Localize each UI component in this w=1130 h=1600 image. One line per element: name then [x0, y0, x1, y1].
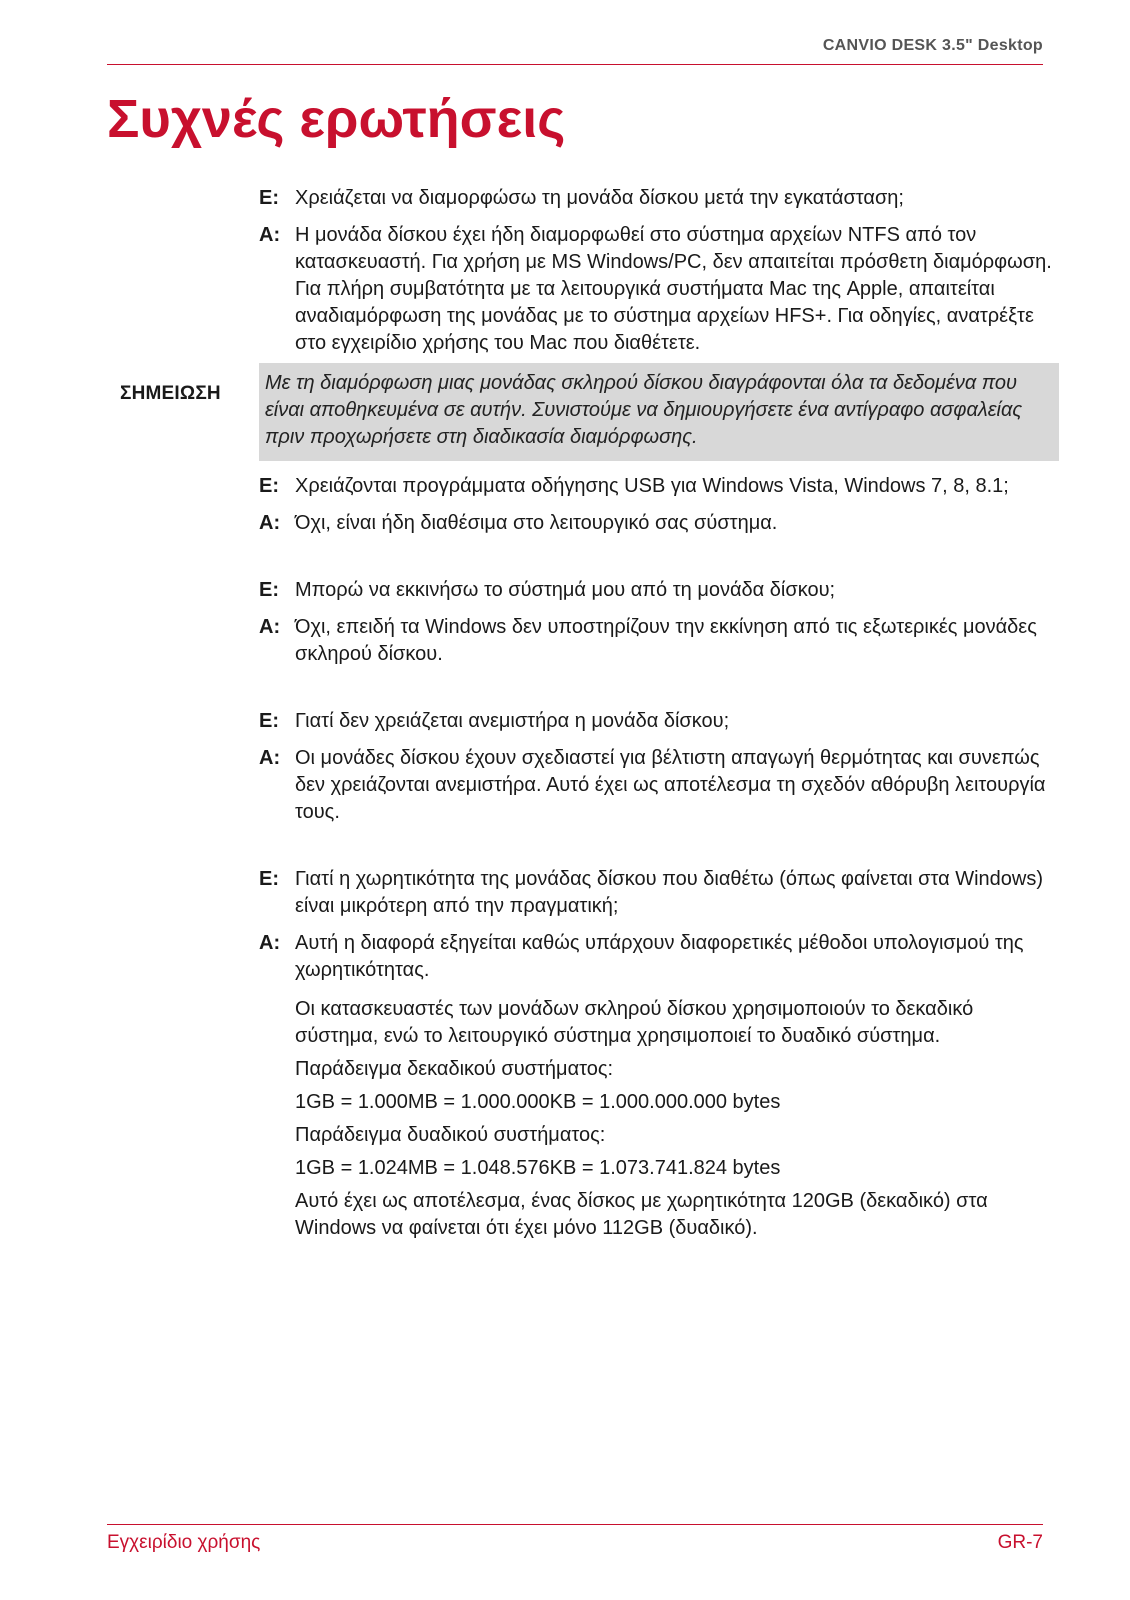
- question-marker: Ε:: [259, 579, 279, 601]
- answer-text: Αυτή η διαφορά εξηγείται καθώς υπάρχουν διαφορετικές μέθοδοι υπολογισμού της χωρητικότητας.: [295, 932, 1024, 981]
- answer-text: Η μονάδα δίσκου έχει ήδη διαμορφωθεί στο σύστημα αρχείων NTFS από τον κατασκευαστή. Για χρήση με MS Windows/PC, δεν απαιτείται πρόσθετη διαμόρφωση.: [295, 224, 1052, 273]
- faq5-decimal-example-label: Παράδειγμα δεκαδικού συστήματος:: [295, 1058, 614, 1080]
- question-marker: Ε:: [259, 187, 279, 209]
- answer-marker: Α:: [259, 616, 281, 638]
- faq3-answer: [259, 614, 1059, 668]
- faq-content: [120, 185, 1059, 1242]
- page-number: GR-7: [997, 1532, 1043, 1553]
- faq2-question: [259, 473, 1059, 500]
- answer-marker: Α:: [259, 512, 281, 534]
- faq5-decimal-example: 1GB = 1.000MB = 1.000.000KB = 1.000.000.000 bytes: [295, 1091, 781, 1113]
- question-text: Γιατί δεν χρειάζεται ανεμιστήρα η μονάδα δίσκου;: [295, 710, 730, 732]
- faq5-question: [259, 866, 1059, 920]
- faq5-binary-example-label: Παράδειγμα δυαδικού συστήματος:: [295, 1124, 606, 1146]
- answer-marker: Α:: [259, 747, 281, 769]
- question-text: Γιατί η χωρητικότητα της μονάδας δίσκου που διαθέτω (όπως φαίνεται στα Windows) είναι μικρότερη από την πραγματική;: [295, 868, 1043, 917]
- question-marker: Ε:: [259, 710, 279, 732]
- answer-marker: Α:: [259, 932, 281, 954]
- faq4-answer: [259, 745, 1059, 826]
- header-divider: [107, 64, 1043, 65]
- faq5-binary-example: 1GB = 1.024MB = 1.048.576KB = 1.073.741.824 bytes: [295, 1157, 781, 1179]
- faq4-question: [259, 708, 1059, 735]
- note-text: Με τη διαμόρφωση μιας μονάδας σκληρού δίσκου διαγράφονται όλα τα δεδομένα που είναι αποθηκευμένα σε αυτήν. Συνιστούμε να δημιουργήσετε ένα αντίγραφο ασφαλείας πριν προχωρήσετε στη διαδικασία διαμόρφωσης.: [259, 363, 1059, 461]
- question-marker: Ε:: [259, 475, 279, 497]
- answer-text: Οι μονάδες δίσκου έχουν σχεδιαστεί για βέλτιστη απαγωγή θερμότητας και συνεπώς δεν χρειάζονται ανεμιστήρα. Αυτό έχει ως αποτέλεσμα τη σχεδόν αθόρυβη λειτουργία τους.: [295, 747, 1046, 823]
- question-text: Χρειάζονται προγράμματα οδήγησης USB για Windows Vista, Windows 7, 8, 8.1;: [295, 475, 1009, 497]
- note-block: [120, 363, 1059, 461]
- note-label: ΣΗΜΕΙΩΣΗ: [120, 383, 221, 404]
- question-text: Μπορώ να εκκινήσω το σύστημά μου από τη μονάδα δίσκου;: [295, 579, 836, 601]
- footer-manual-title: Εγχειρίδιο χρήσης: [107, 1532, 261, 1553]
- question-marker: Ε:: [259, 868, 279, 890]
- faq3-question: [259, 577, 1059, 604]
- footer-divider: [107, 1524, 1043, 1525]
- faq1-question: [259, 185, 1059, 212]
- answer-marker: Α:: [259, 224, 281, 246]
- answer-text: Όχι, είναι ήδη διαθέσιμα στο λειτουργικό σας σύστημα.: [295, 512, 778, 534]
- question-text: Χρειάζεται να διαμορφώσω τη μονάδα δίσκου μετά την εγκατάσταση;: [295, 187, 904, 209]
- answer-text: Όχι, επειδή τα Windows δεν υποστηρίζουν την εκκίνηση από τις εξωτερικές μονάδες σκληρού δίσκου.: [295, 616, 1037, 665]
- faq5-answer: [259, 930, 1059, 984]
- faq5-conclusion: Αυτό έχει ως αποτέλεσμα, ένας δίσκος με χωρητικότητα 120GB (δεκαδικό) στα Windows να φαίνεται ότι έχει μόνο 112GB (δυαδικό).: [295, 1190, 988, 1239]
- faq2-answer: [259, 510, 1059, 537]
- faq1-answer: [259, 222, 1059, 276]
- faq5-paragraph-decimal-binary: Οι κατασκευαστές των μονάδων σκληρού δίσκου χρησιμοποιούν το δεκαδικό σύστημα, ενώ το λειτουργικό σύστημα χρησιμοποιεί το δυαδικό σύστημα.: [295, 998, 974, 1047]
- faq1-answer-more: Για πλήρη συμβατότητα με τα λειτουργικά συστήματα Mac της Apple, απαιτείται αναδιαμόρφωση της μονάδας με το σύστημα αρχείων HFS+. Για οδηγίες, ανατρέξτε στο εγχειρίδιο χρήσης του Mac που διαθέτετε.: [295, 278, 1034, 354]
- page-title: Συχνές ερωτήσεις: [107, 89, 566, 149]
- header-product-title: CANVIO DESK 3.5" Desktop: [822, 37, 1043, 54]
